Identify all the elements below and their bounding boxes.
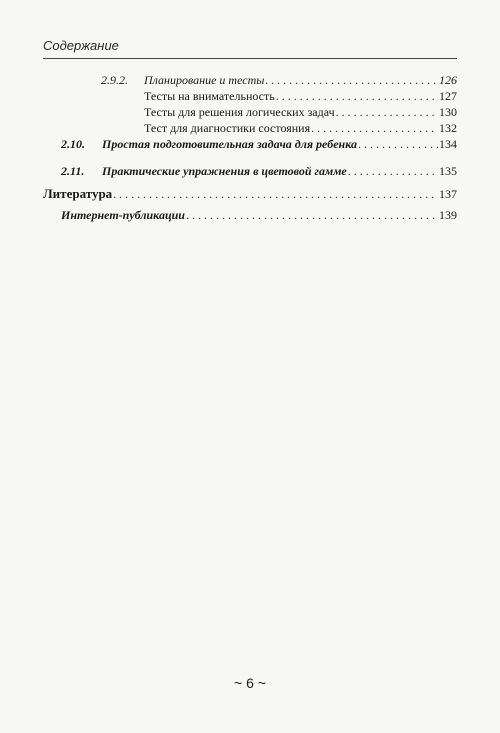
toc-entry-attention-tests[interactable] bbox=[144, 88, 457, 104]
toc-entry-diagnostic-test[interactable] bbox=[144, 120, 457, 136]
toc-leader bbox=[265, 72, 438, 88]
toc-entry-2-9-2[interactable] bbox=[101, 72, 457, 88]
toc-page: 137 bbox=[439, 187, 457, 201]
toc-leader bbox=[311, 120, 438, 136]
toc-number: 2.11. bbox=[61, 164, 85, 178]
toc-leader bbox=[186, 207, 438, 223]
toc-entry-2-11[interactable] bbox=[61, 163, 457, 179]
toc-page: 139 bbox=[439, 208, 457, 222]
toc-page: 132 bbox=[439, 121, 457, 135]
running-header: Содержание bbox=[43, 38, 119, 53]
toc-page: 135 bbox=[439, 164, 457, 178]
toc-number: 2.10. bbox=[61, 137, 85, 151]
toc-title: Тесты для решения логических задач bbox=[144, 105, 335, 119]
toc-leader bbox=[358, 136, 438, 152]
toc-leader bbox=[336, 104, 438, 120]
toc-entry-internet-publications[interactable] bbox=[61, 207, 457, 223]
toc-number: 2.9.2. bbox=[101, 73, 128, 87]
toc-title: Практические упражнения в цветовой гамме bbox=[102, 164, 347, 178]
toc-title: Планирование и тесты bbox=[144, 73, 265, 87]
header-rule bbox=[43, 58, 457, 59]
toc-leader bbox=[113, 186, 438, 202]
toc-page: 130 bbox=[439, 105, 457, 119]
toc-entry-2-10[interactable] bbox=[61, 136, 457, 152]
toc-title: Тесты на внимательность bbox=[144, 89, 275, 103]
toc-title: Тест для диагностики состояния bbox=[144, 121, 311, 135]
toc-page: 126 bbox=[439, 73, 457, 87]
toc-leader bbox=[348, 163, 438, 179]
toc-page: 134 bbox=[439, 137, 457, 151]
toc-title: Простая подготовительная задача для ребенка bbox=[102, 137, 357, 151]
toc-title: Литература bbox=[43, 186, 113, 201]
toc-leader bbox=[276, 88, 438, 104]
toc-entry-logic-tests[interactable] bbox=[144, 104, 457, 120]
toc-entry-literature[interactable] bbox=[43, 186, 457, 202]
page-number: ~ 6 ~ bbox=[234, 675, 266, 691]
toc-page: 127 bbox=[439, 89, 457, 103]
toc-title: Интернет-публикации bbox=[61, 208, 185, 222]
